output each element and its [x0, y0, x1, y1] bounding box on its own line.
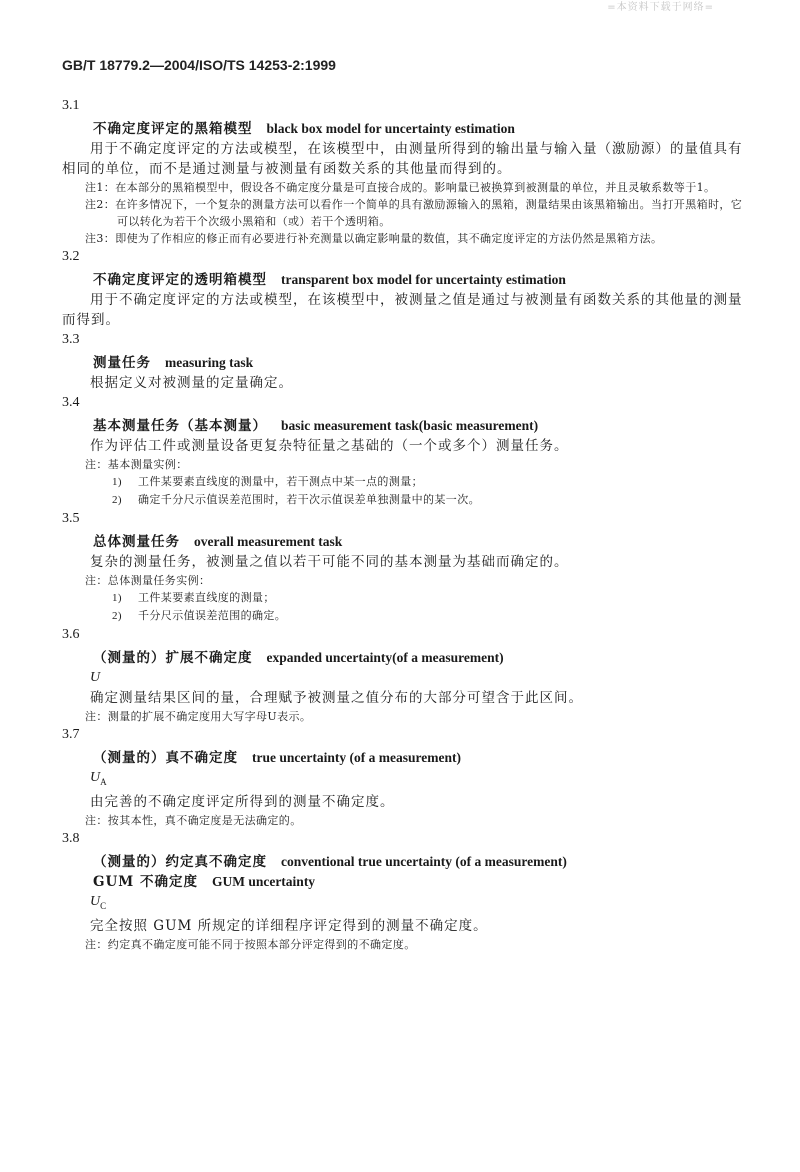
note-3: 注3：即使为了作相应的修正而有必要进行补充测量以确定影响量的数值，其不确定度评定的方法仍然是黑箱方法。 — [85, 232, 663, 245]
term-synonym-chinese: GUM 不确定度 — [93, 873, 198, 890]
term-english: expanded uncertainty(of a measurement) — [266, 650, 504, 665]
document-body — [62, 96, 752, 953]
term-heading — [62, 532, 752, 552]
note-2: 注2：在许多情况下，一个复杂的测量方法可以看作一个简单的具有激励源输入的黑箱，测量结果由该黑箱输出。当打开黑箱时，它可以转化为若干个次级小黑箱和（或）若干个透明箱。 — [85, 198, 743, 228]
definition: 作为评估工件或测量设备更复杂特征量之基础的（一个或多个）测量任务。 — [90, 438, 569, 454]
list-text: 确定千分尺示值误差范围时，若干次示值误差单独测量中的某一次。 — [138, 493, 480, 506]
term-synonym-english: GUM uncertainty — [211, 873, 316, 889]
section-3-5 — [62, 509, 752, 625]
term-english: overall measurement task — [194, 534, 343, 549]
section-3-2 — [62, 247, 752, 330]
symbol-subscript: C — [100, 900, 107, 911]
term-heading — [62, 353, 752, 373]
symbol — [62, 892, 752, 916]
section-number: 3.7 — [62, 727, 80, 742]
section-3-8 — [62, 829, 752, 953]
section-number: 3.1 — [62, 98, 80, 113]
term-english: conventional true uncertainty (of a measurement) — [281, 853, 567, 869]
term-synonym-heading — [62, 872, 752, 892]
note: 注：按其本性，真不确定度是无法确定的。 — [85, 813, 302, 827]
term-english: black box model for uncertainty estimation — [266, 121, 515, 136]
term-heading — [62, 852, 752, 872]
section-3-4 — [62, 393, 752, 509]
definition: 用于不确定度评定的方法或模型，在该模型中，被测量之值是通过与被测量有函数关系的其他量的测量而得到。 — [62, 292, 743, 328]
list-text: 千分尺示值误差范围的确定。 — [138, 609, 287, 622]
list-number: 1) — [112, 476, 122, 488]
term-chinese: （测量的）扩展不确定度 — [93, 650, 253, 666]
symbol-letter: U — [90, 670, 101, 685]
section-3-1 — [62, 96, 752, 247]
definition: 用于不确定度评定的方法或模型，在该模型中，由测量所得到的输出量与输入量（激励源）的量值具有相同的单位，而不是通过测量与被测量有函数关系的其他量而得到的。 — [62, 141, 743, 177]
section-number: 3.4 — [62, 395, 80, 410]
note-1: 注1：在本部分的黑箱模型中，假设各不确定度分量是可直接合成的。影响量已被换算到被测量的单位，并且灵敏系数等于1。 — [85, 181, 716, 194]
list-item — [62, 589, 752, 607]
note: 注：约定真不确定度可能不同于按照本部分评定得到的不确定度。 — [85, 937, 416, 951]
section-number: 3.2 — [62, 249, 80, 264]
definition: 完全按照 GUM 所规定的详细程序评定得到的测量不确定度。 — [90, 917, 488, 934]
term-chinese: 基本测量任务（基本测量） — [93, 418, 267, 434]
section-3-3 — [62, 330, 752, 393]
symbol-letter: U — [90, 770, 101, 785]
definition: 根据定义对被测量的定量确定。 — [90, 375, 293, 391]
term-heading — [62, 119, 752, 139]
list-number: 1) — [112, 592, 122, 604]
term-english: basic measurement task(basic measurement) — [281, 418, 539, 433]
section-3-7 — [62, 725, 752, 829]
definition: 确定测量结果区间的量，合理赋予被测量之值分布的大部分可望含于此区间。 — [90, 690, 583, 706]
definition: 复杂的测量任务，被测量之值以若干可能不同的基本测量为基础而确定的。 — [90, 554, 569, 570]
term-english: true uncertainty (of a measurement) — [252, 750, 461, 765]
term-chinese: （测量的）真不确定度 — [93, 750, 238, 766]
term-heading — [62, 416, 752, 436]
list-item — [62, 607, 752, 625]
term-heading — [62, 748, 752, 768]
section-number: 3.6 — [62, 627, 80, 642]
list-item — [62, 491, 752, 509]
watermark: =本资料下载于网络= — [607, 2, 714, 13]
symbol-letter: U — [90, 893, 101, 909]
term-chinese: （测量的）约定真不确定度 — [93, 853, 267, 870]
list-item — [62, 473, 752, 491]
list-text: 工件某要素直线度的测量； — [138, 591, 275, 604]
term-chinese: 不确定度评定的黑箱模型 — [93, 121, 253, 137]
note: 注：测量的扩展不确定度用大写字母U表示。 — [85, 710, 312, 723]
symbol-subscript: A — [100, 776, 107, 787]
term-english: transparent box model for uncertainty estimation — [281, 272, 566, 287]
symbol — [62, 768, 752, 792]
list-text: 工件某要素直线度的测量中，若干测点中某一点的测量； — [138, 475, 423, 488]
list-number: 2) — [112, 494, 122, 506]
section-number: 3.3 — [62, 332, 80, 347]
section-3-6 — [62, 625, 752, 725]
term-english: measuring task — [165, 355, 254, 370]
term-heading — [62, 648, 752, 668]
term-chinese: 不确定度评定的透明箱模型 — [93, 272, 267, 288]
section-number: 3.8 — [62, 830, 80, 846]
list-number: 2) — [112, 610, 122, 622]
definition: 由完善的不确定度评定所得到的测量不确定度。 — [90, 793, 395, 810]
standard-number-header: GB/T 18779.2—2004/ISO/TS 14253-2:1999 — [62, 57, 336, 73]
symbol — [62, 668, 752, 688]
section-number: 3.5 — [62, 511, 80, 526]
note: 注：总体测量任务实例： — [85, 574, 211, 587]
term-chinese: 总体测量任务 — [93, 534, 180, 550]
note: 注：基本测量实例： — [85, 458, 188, 471]
term-chinese: 测量任务 — [93, 355, 151, 371]
term-heading — [62, 270, 752, 290]
